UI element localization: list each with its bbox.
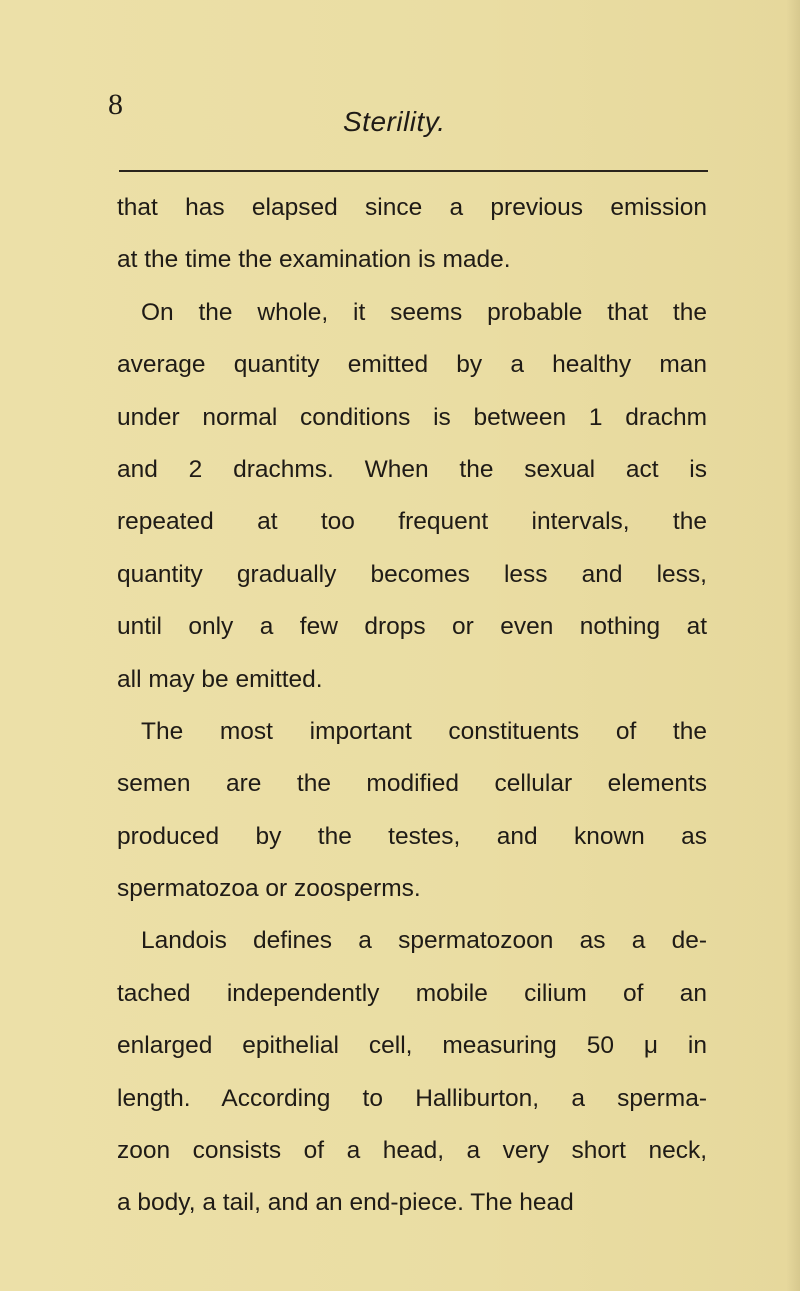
text-line: that has elapsed since a previous emission bbox=[117, 194, 707, 221]
text-line: zoon consists of a head, a very short neck, bbox=[117, 1137, 707, 1165]
text-line: and 2 drachms. When the sexual act is bbox=[117, 455, 707, 483]
text-line: On the whole, it seems probable that the bbox=[141, 298, 707, 326]
text-line: quantity gradually becomes less and less, bbox=[117, 560, 707, 588]
text-line: until only a few drops or even nothing at bbox=[117, 613, 707, 641]
page-edge-shadow bbox=[786, 0, 800, 1291]
text-line: repeated at too frequent intervals, the bbox=[117, 508, 707, 536]
text-line: semen are the modified cellular elements bbox=[117, 770, 707, 798]
header-rule bbox=[119, 170, 708, 172]
text-line: average quantity emitted by a healthy man bbox=[117, 351, 707, 379]
text-line: under normal conditions is between 1 drachm bbox=[117, 403, 707, 431]
text-line: Landois defines a spermatozoon as a de- bbox=[141, 927, 707, 955]
text-line: spermatozoa or zoosperms. bbox=[117, 875, 421, 903]
running-title: Sterility. bbox=[343, 106, 446, 137]
text-line: length. According to Halliburton, a sperma- bbox=[117, 1084, 707, 1112]
text-line: enlarged epithelial cell, measuring 50 μ in bbox=[117, 1032, 707, 1060]
text-line: all may be emitted. bbox=[117, 665, 323, 693]
text-line: tached independently mobile cilium of an bbox=[117, 979, 707, 1007]
text-line: at the time the examination is made. bbox=[117, 246, 511, 274]
body-text bbox=[117, 182, 707, 1230]
text-line: a body, a tail, and an end-piece. The head bbox=[117, 1189, 574, 1217]
text-line: produced by the testes, and known as bbox=[117, 822, 707, 850]
text-line: The most important constituents of the bbox=[141, 717, 707, 745]
page-number: 8 bbox=[108, 88, 123, 121]
